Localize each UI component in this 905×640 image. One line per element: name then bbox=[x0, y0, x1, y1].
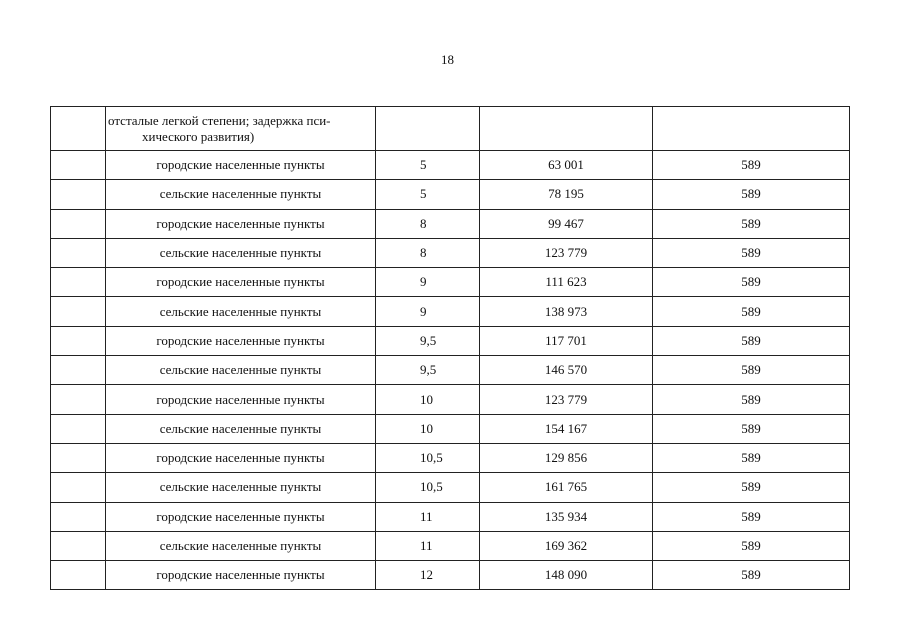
category-line-1: отсталые легкой степени; задержка пси- bbox=[108, 112, 331, 128]
category-line-2: хического развития) bbox=[142, 128, 255, 144]
grade-cell bbox=[376, 502, 480, 531]
code-cell: 589 bbox=[653, 297, 850, 326]
amount-cell: 135 934 bbox=[480, 502, 653, 531]
amount-cell: 123 779 bbox=[480, 238, 653, 267]
index-cell bbox=[51, 473, 106, 502]
table-row bbox=[51, 297, 850, 326]
index-cell bbox=[51, 180, 106, 209]
grade-value: 9,5 bbox=[420, 362, 437, 378]
table-row bbox=[51, 209, 850, 238]
grade-value: 9,5 bbox=[420, 332, 437, 348]
code-cell: 589 bbox=[653, 531, 850, 560]
code-cell: 589 bbox=[653, 356, 850, 385]
grade-cell bbox=[376, 107, 480, 151]
amount-cell: 146 570 bbox=[480, 356, 653, 385]
grade-value: 10 bbox=[420, 420, 433, 436]
amount-cell: 129 856 bbox=[480, 443, 653, 472]
settlement-cell: городские населенные пункты bbox=[106, 443, 376, 472]
grade-cell bbox=[376, 385, 480, 414]
code-cell: 589 bbox=[653, 414, 850, 443]
grade-cell bbox=[376, 473, 480, 502]
amount-cell: 161 765 bbox=[480, 473, 653, 502]
table-row bbox=[51, 414, 850, 443]
grade-cell bbox=[376, 326, 480, 355]
code-cell: 589 bbox=[653, 238, 850, 267]
grade-value: 10,5 bbox=[420, 450, 443, 466]
amount-cell bbox=[480, 107, 653, 151]
table-row bbox=[51, 238, 850, 267]
grade-value: 5 bbox=[420, 157, 427, 173]
amount-cell: 117 701 bbox=[480, 326, 653, 355]
grade-cell bbox=[376, 443, 480, 472]
grade-cell bbox=[376, 180, 480, 209]
grade-cell bbox=[376, 561, 480, 590]
settlement-cell: городские населенные пункты bbox=[106, 502, 376, 531]
index-cell bbox=[51, 107, 106, 151]
table-body bbox=[51, 107, 850, 590]
index-cell bbox=[51, 326, 106, 355]
grade-cell bbox=[376, 414, 480, 443]
code-cell: 589 bbox=[653, 443, 850, 472]
amount-cell: 123 779 bbox=[480, 385, 653, 414]
grade-value: 9 bbox=[420, 303, 427, 319]
grade-value: 11 bbox=[420, 508, 433, 524]
settlement-cell: сельские населенные пункты bbox=[106, 473, 376, 502]
table-row bbox=[51, 151, 850, 180]
amount-cell: 148 090 bbox=[480, 561, 653, 590]
settlement-cell: сельские населенные пункты bbox=[106, 414, 376, 443]
settlement-cell: сельские населенные пункты bbox=[106, 238, 376, 267]
settlement-cell: сельские населенные пункты bbox=[106, 356, 376, 385]
settlement-cell: сельские населенные пункты bbox=[106, 180, 376, 209]
grade-cell bbox=[376, 209, 480, 238]
page-number: 18 bbox=[441, 52, 454, 67]
table-row bbox=[51, 443, 850, 472]
grade-cell bbox=[376, 238, 480, 267]
table-row bbox=[51, 326, 850, 355]
settlement-cell: городские населенные пункты bbox=[106, 326, 376, 355]
table-row bbox=[51, 385, 850, 414]
settlement-cell: городские населенные пункты bbox=[106, 561, 376, 590]
settlement-cell: городские населенные пункты bbox=[106, 385, 376, 414]
index-cell bbox=[51, 268, 106, 297]
index-cell bbox=[51, 443, 106, 472]
grade-value: 11 bbox=[420, 538, 433, 553]
grade-cell bbox=[376, 531, 480, 560]
settlement-cell: сельские населенные пункты bbox=[106, 297, 376, 326]
index-cell bbox=[51, 414, 106, 443]
grade-cell bbox=[376, 268, 480, 297]
index-cell bbox=[51, 356, 106, 385]
amount-cell: 78 195 bbox=[480, 180, 653, 209]
amount-cell: 154 167 bbox=[480, 414, 653, 443]
grade-value: 5 bbox=[420, 186, 427, 202]
table-row bbox=[51, 356, 850, 385]
grade-value: 8 bbox=[420, 245, 427, 261]
index-cell bbox=[51, 209, 106, 238]
amount-cell: 63 001 bbox=[480, 151, 653, 180]
grade-value: 12 bbox=[420, 567, 433, 583]
code-cell: 589 bbox=[653, 180, 850, 209]
index-cell bbox=[51, 385, 106, 414]
code-cell: 589 bbox=[653, 209, 850, 238]
index-cell bbox=[51, 297, 106, 326]
index-cell bbox=[51, 561, 106, 590]
grade-value: 9 bbox=[420, 274, 427, 290]
category-continuation-text bbox=[106, 113, 375, 145]
table-row bbox=[51, 268, 850, 297]
code-cell: 589 bbox=[653, 268, 850, 297]
grade-value: 10,5 bbox=[420, 479, 443, 495]
code-cell: 589 bbox=[653, 561, 850, 590]
code-cell: 589 bbox=[653, 502, 850, 531]
grade-value: 10 bbox=[420, 391, 433, 407]
code-cell: 589 bbox=[653, 473, 850, 502]
table-row bbox=[51, 473, 850, 502]
amount-cell: 138 973 bbox=[480, 297, 653, 326]
settlement-cell: сельские населенные пункты bbox=[106, 531, 376, 560]
index-cell bbox=[51, 238, 106, 267]
grade-cell bbox=[376, 297, 480, 326]
grade-cell bbox=[376, 151, 480, 180]
amount-cell: 169 362 bbox=[480, 531, 653, 560]
amount-cell: 99 467 bbox=[480, 209, 653, 238]
code-cell: 589 bbox=[653, 385, 850, 414]
code-cell: 589 bbox=[653, 326, 850, 355]
grade-cell bbox=[376, 356, 480, 385]
data-table bbox=[50, 106, 850, 590]
code-cell bbox=[653, 107, 850, 151]
settlement-cell: городские населенные пункты bbox=[106, 268, 376, 297]
category-continuation-cell bbox=[106, 107, 376, 151]
table-header-continuation-row bbox=[51, 107, 850, 151]
table-row bbox=[51, 561, 850, 590]
index-cell bbox=[51, 502, 106, 531]
code-cell: 589 bbox=[653, 151, 850, 180]
index-cell bbox=[51, 151, 106, 180]
settlement-cell: городские населенные пункты bbox=[106, 209, 376, 238]
amount-cell: 111 623 bbox=[480, 268, 653, 297]
table-row bbox=[51, 531, 850, 560]
settlement-cell: городские населенные пункты bbox=[106, 151, 376, 180]
table-row bbox=[51, 180, 850, 209]
grade-value: 8 bbox=[420, 215, 427, 231]
index-cell bbox=[51, 531, 106, 560]
table-row bbox=[51, 502, 850, 531]
